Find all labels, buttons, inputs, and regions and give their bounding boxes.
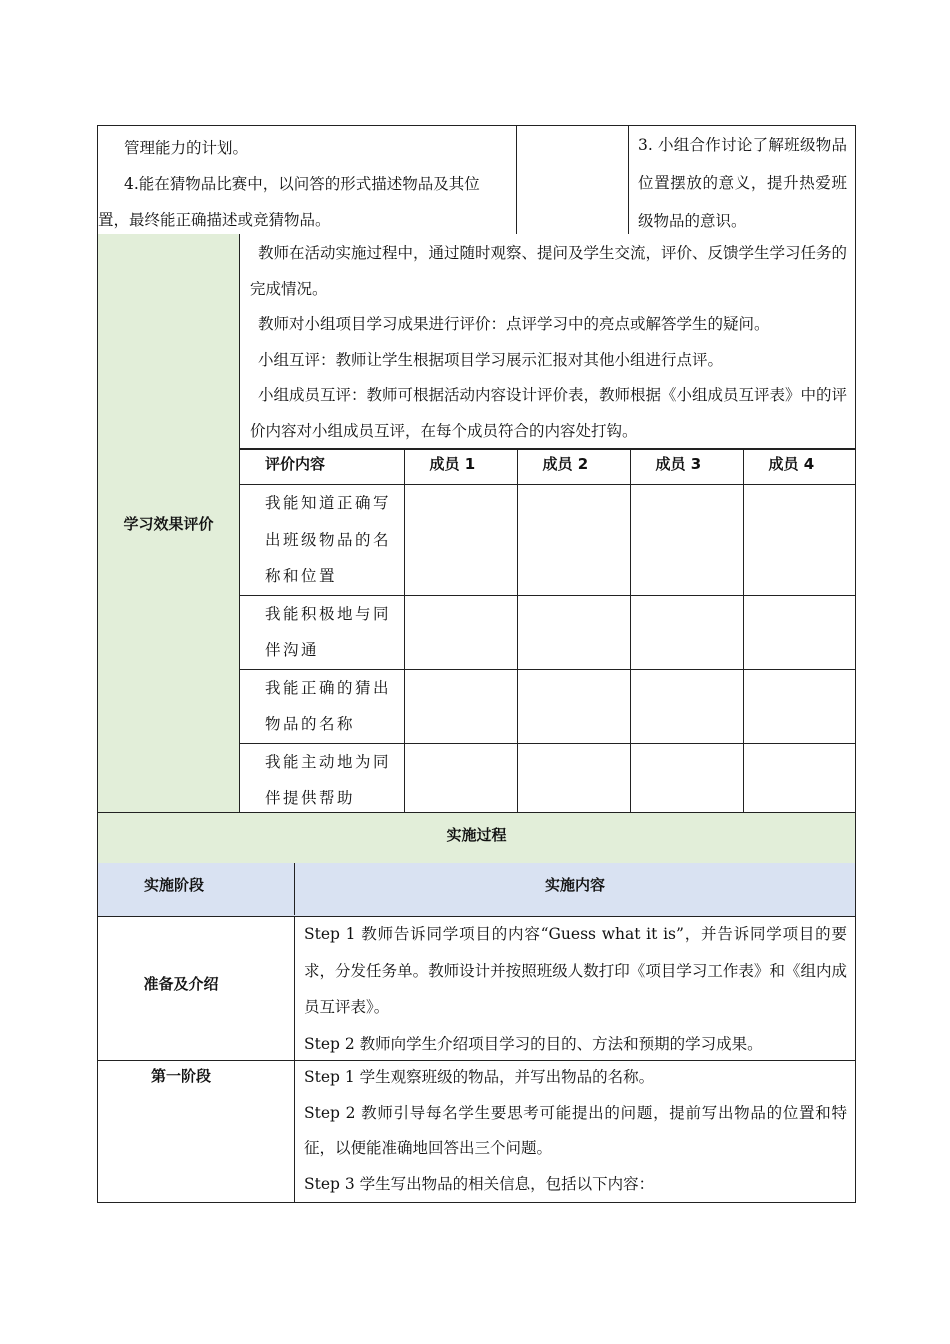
- evaluation-paragraph: 小组互评：教师让学生根据项目学习展示汇报对其他小组进行点评。: [258, 350, 724, 369]
- criteria-line: 称和位置: [265, 567, 338, 585]
- evaluation-paragraph: 教师在活动实施过程中，通过随时观察、提问及学生交流，评价、反馈学生学习任务的完成情况。: [250, 244, 848, 298]
- check-cell[interactable]: [630, 669, 743, 743]
- table-row: [240, 743, 855, 817]
- objective-line: 管理能力的计划。: [124, 139, 249, 157]
- criteria-line: 物品的名称: [265, 715, 356, 733]
- step-text: Step 2 教师引导每名学生要思考可能提出的问题，提前写出物品的位置和特征，以便能准确地回答出三个问题。: [304, 1103, 847, 1157]
- objective-text: 3. 小组合作讨论了解班级物品位置摆放的意义，提升热爱班级物品的意识。: [638, 136, 847, 230]
- check-cell[interactable]: [630, 743, 743, 817]
- step-text: Step 1 教师告诉同学项目的内容“Guess what it is”，并告诉同学项目的要求，分发任务单。教师设计并按照班级人数打印《项目学习工作表》和《组内成员互评表》。: [304, 925, 847, 1016]
- objectives-right-cell: [629, 126, 855, 234]
- objectives-middle-cell: [517, 126, 629, 234]
- check-cell[interactable]: [404, 595, 517, 669]
- stage-label: 准备及介绍: [98, 916, 295, 1060]
- stage-label: 第一阶段: [98, 1060, 295, 1202]
- check-cell[interactable]: [517, 595, 630, 669]
- table-header-row: [240, 450, 855, 485]
- check-cell[interactable]: [404, 669, 517, 743]
- process-row-preparation: [97, 916, 856, 1061]
- evaluation-paragraph: 小组成员互评：教师可根据活动内容设计评价表，教师根据《小组成员互评表》中的评价内容对小组成员互评，在每个成员符合的内容处打钩。: [250, 386, 848, 440]
- evaluation-paragraph: 教师对小组项目学习成果进行评价：点评学习中的亮点或解答学生的疑问。: [258, 315, 770, 333]
- header-member-4: 成员 4: [743, 450, 855, 485]
- criteria-cell: [240, 595, 404, 669]
- header-criteria: 评价内容: [240, 450, 404, 485]
- check-cell[interactable]: [517, 669, 630, 743]
- check-cell[interactable]: [743, 595, 855, 669]
- objective-line: 4.能在猜物品比赛中，以问答的形式描述物品及其位: [124, 175, 480, 193]
- check-cell[interactable]: [630, 485, 743, 596]
- header-content: 实施内容: [544, 876, 605, 894]
- check-cell[interactable]: [404, 743, 517, 817]
- check-cell[interactable]: [517, 485, 630, 596]
- criteria-line: 我能主动地为同: [265, 752, 392, 771]
- evaluation-description: [240, 234, 855, 449]
- criteria-line: 伴沟通: [265, 641, 320, 659]
- criteria-line: 我能正确的猜出: [265, 678, 392, 697]
- evaluation-label: 学习效果评价: [98, 234, 240, 812]
- criteria-cell: [240, 485, 404, 596]
- step-text: Step 3 学生写出物品的相关信息，包括以下内容：: [304, 1174, 655, 1193]
- peer-evaluation-table: [240, 449, 855, 817]
- check-cell[interactable]: [743, 743, 855, 817]
- table-row: [240, 595, 855, 669]
- objectives-left-cell: [98, 126, 517, 234]
- header-member-3: 成员 3: [630, 450, 743, 485]
- process-row-phase-one: [97, 1060, 856, 1203]
- step-text: Step 1 学生观察班级的物品，并写出物品的名称。: [304, 1068, 655, 1086]
- table-row: [240, 485, 855, 596]
- objectives-continuation-row: [97, 125, 856, 235]
- header-member-1: 成员 1: [404, 450, 517, 485]
- header-member-2: 成员 2: [517, 450, 630, 485]
- stage-content: [295, 1060, 855, 1202]
- criteria-line: 我能知道正确写: [265, 494, 392, 512]
- evaluation-section: [97, 234, 856, 813]
- check-cell[interactable]: [630, 595, 743, 669]
- criteria-line: 出班级物品的名: [265, 530, 392, 549]
- criteria-line: 我能积极地与同: [265, 604, 392, 623]
- check-cell[interactable]: [743, 669, 855, 743]
- criteria-cell: [240, 743, 404, 817]
- stage-content: [295, 916, 855, 1062]
- table-row: [240, 669, 855, 743]
- header-stage: 实施阶段: [98, 863, 295, 915]
- check-cell[interactable]: [743, 485, 855, 596]
- criteria-cell: [240, 669, 404, 743]
- process-title: 实施过程: [97, 812, 856, 864]
- process-header-row: [97, 863, 856, 917]
- step-text: Step 2 教师向学生介绍项目学习的目的、方法和预期的学习成果。: [304, 1034, 763, 1053]
- check-cell[interactable]: [404, 485, 517, 596]
- objective-line: 置，最终能正确描述或竞猜物品。: [98, 211, 331, 229]
- check-cell[interactable]: [517, 743, 630, 817]
- criteria-line: 伴提供帮助: [265, 789, 356, 807]
